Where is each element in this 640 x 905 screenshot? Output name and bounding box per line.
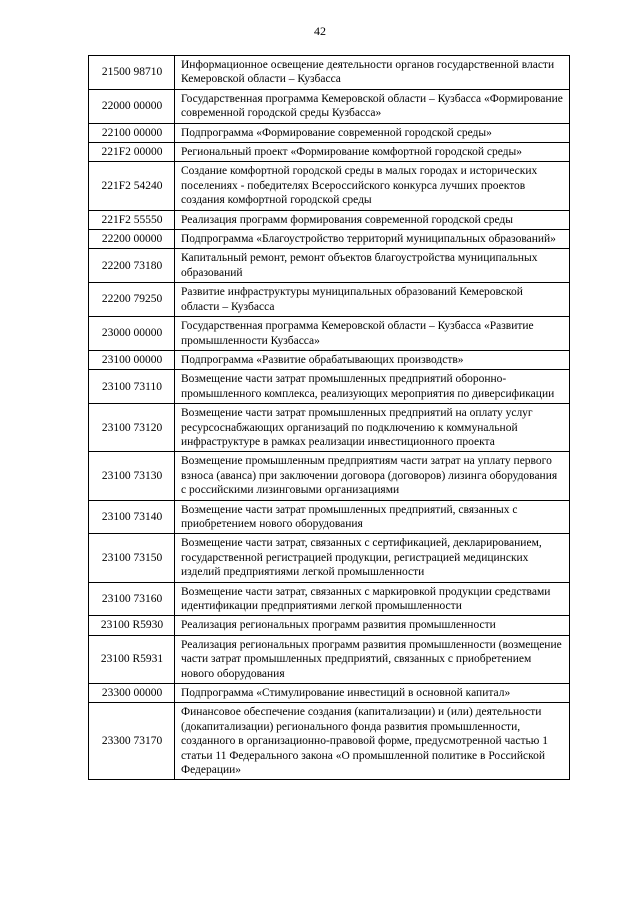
table-row [89,534,570,582]
description-cell: Возмещение части затрат промышленных предприятий на оплату услуг ресурсоснабжающих организаций по подключению к коммунальной инфраструктуре в рамках реализации инвестиционного проекта [175,404,570,452]
table-row [89,56,570,90]
code-cell: 23100 00000 [89,350,175,369]
table-row [89,582,570,616]
code-cell: 22200 73180 [89,249,175,283]
code-cell: 221F2 54240 [89,162,175,210]
description-cell: Возмещение части затрат, связанных с маркировкой продукции средствами идентификации предприятиями легкой промышленности [175,582,570,616]
description-cell: Возмещение части затрат промышленных предприятий, связанных с приобретением нового оборудования [175,500,570,534]
table-row [89,350,570,369]
code-cell: 21500 98710 [89,56,175,90]
code-cell: 22000 00000 [89,89,175,123]
description-cell: Возмещение части затрат промышленных предприятий оборонно-промышленного комплекса, реализующих мероприятия по диверсификации [175,370,570,404]
table-row [89,635,570,683]
description-cell: Финансовое обеспечение создания (капитализации) и (или) деятельности (докапитализации) регионального фонда развития промышленности, созданного в организационно-правовой форме, предусмотренной частью 1 статьи 11 Федерального закона «О промышленной политике в Российской Федерации» [175,703,570,780]
table-row [89,210,570,229]
table-row [89,500,570,534]
description-cell: Региональный проект «Формирование комфортной городской среды» [175,143,570,162]
budget-codes-table [88,55,570,780]
description-cell: Подпрограмма «Развитие обрабатывающих производств» [175,350,570,369]
description-cell: Подпрограмма «Благоустройство территорий муниципальных образований» [175,230,570,249]
description-cell: Развитие инфраструктуры муниципальных образований Кемеровской области – Кузбасса [175,283,570,317]
description-cell: Реализация региональных программ развития промышленности [175,616,570,635]
table-row [89,370,570,404]
code-cell: 221F2 00000 [89,143,175,162]
description-cell: Подпрограмма «Стимулирование инвестиций в основной капитал» [175,684,570,703]
code-cell: 23100 R5931 [89,635,175,683]
code-cell: 23100 73150 [89,534,175,582]
code-cell: 22200 00000 [89,230,175,249]
description-cell: Государственная программа Кемеровской области – Кузбасса «Развитие промышленности Кузбасса» [175,317,570,351]
description-cell: Создание комфортной городской среды в малых городах и исторических поселениях - победителях Всероссийского конкурса лучших проектов создания комфортной городской среды [175,162,570,210]
description-cell: Реализация региональных программ развития промышленности (возмещение части затрат промышленных предприятий, связанных с приобретением нового оборудования [175,635,570,683]
table-row [89,703,570,780]
code-cell: 23300 00000 [89,684,175,703]
code-cell: 22200 79250 [89,283,175,317]
table-row [89,162,570,210]
table-row [89,230,570,249]
table-row [89,249,570,283]
code-cell: 23100 73140 [89,500,175,534]
table-row [89,616,570,635]
description-cell: Возмещение промышленным предприятиям части затрат на уплату первого взноса (аванса) при заключении договора (договоров) лизинга оборудования с российскими лизинговыми организациями [175,452,570,500]
code-cell: 23100 73120 [89,404,175,452]
table-row [89,317,570,351]
code-cell: 23100 73110 [89,370,175,404]
table-row [89,123,570,142]
table-row [89,283,570,317]
description-cell: Государственная программа Кемеровской области – Кузбасса «Формирование современной городской среды Кузбасса» [175,89,570,123]
code-cell: 23300 73170 [89,703,175,780]
description-cell: Подпрограмма «Формирование современной городской среды» [175,123,570,142]
code-cell: 23000 00000 [89,317,175,351]
budget-codes-table-body [89,56,570,780]
table-row [89,89,570,123]
table-row [89,404,570,452]
table-row [89,684,570,703]
code-cell: 23100 73160 [89,582,175,616]
table-row [89,143,570,162]
description-cell: Информационное освещение деятельности органов государственной власти Кемеровской области – Кузбасса [175,56,570,90]
description-cell: Реализация программ формирования современной городской среды [175,210,570,229]
description-cell: Возмещение части затрат, связанных с сертификацией, декларированием, государственной регистрацией продукции, регистрацией медицинских изделий предприятиями легкой промышленности [175,534,570,582]
table-row [89,452,570,500]
code-cell: 23100 73130 [89,452,175,500]
code-cell: 22100 00000 [89,123,175,142]
code-cell: 23100 R5930 [89,616,175,635]
page-number: 42 [314,24,326,38]
code-cell: 221F2 55550 [89,210,175,229]
description-cell: Капитальный ремонт, ремонт объектов благоустройства муниципальных образований [175,249,570,283]
